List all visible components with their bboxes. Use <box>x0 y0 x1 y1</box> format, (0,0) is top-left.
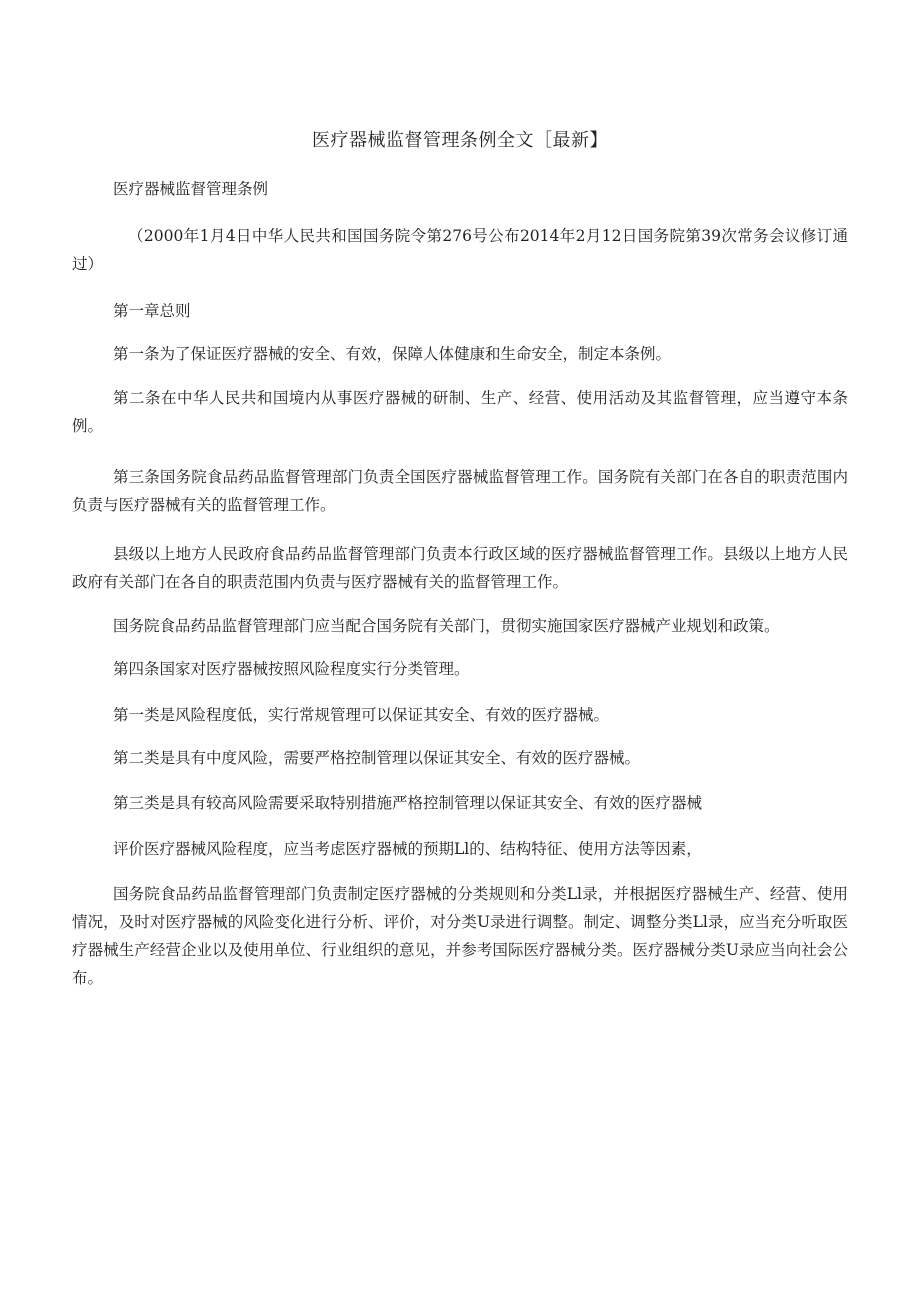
risk-evaluation-paragraph: 评价医疗器械风险程度，应当考虑医疗器械的预期Ll的、结构特征、使用方法等因素， <box>113 840 702 858</box>
article-3-local: 县级以上地方人民政府食品药品监督管理部门负责本行政区域的医疗器械监督管理工作。县级以上地方人民政府有关部门在各自的职责范围内负责与医疗器械有关的监督管理工作。 <box>72 545 848 591</box>
class-2-definition: 第二类是具有中度风险，需要严格控制管理以保证其安全、有效的医疗器械。 <box>113 749 641 767</box>
chapter-heading: 第一章总则 <box>113 302 191 320</box>
article-1: 第一条为了保证医疗器械的安全、有效，保障人体健康和生命安全，制定本条例。 <box>113 345 672 363</box>
article-4: 第四条国家对医疗器械按照风险程度实行分类管理。 <box>113 660 470 678</box>
article-2: 第二条在中华人民共和国境内从事医疗器械的研制、生产、经营、使用活动及其监督管理，应当遵守本条例。 <box>72 389 848 435</box>
classification-rules-paragraph: 国务院食品药品监督管理部门负责制定医疗器械的分类规则和分类Ll录，并根据医疗器械生产、经营、使用情况，及时对医疗器械的风险变化进行分析、评价，对分类U录进行调整。制定、调整分类Ll录，应当充分听取医疗器械生产经营企业以及使用单位、行业组织的意见，并参考国际医疗器械分类。医疗器械分类U录应当向社会公布。 <box>72 885 848 987</box>
document-subtitle: 医疗器械监督管理条例 <box>113 180 269 198</box>
article-3-coordination: 国务院食品药品监督管理部门应当配合国务院有关部门，贯彻实施国家医疗器械产业规划和政策。 <box>113 617 780 635</box>
document-title: 医疗器械监督管理条例全文［最新】 <box>312 130 608 151</box>
class-3-definition: 第三类是具有较高风险需要采取特别措施严格控制管理以保证其安全、有效的医疗器械 <box>113 794 703 812</box>
promulgation-note: （2000年1月4日中华人民共和国国务院令第276号公布2014年2月12日国务院第39次常务会议修订通过） <box>72 227 848 273</box>
article-3: 第三条国务院食品药品监督管理部门负责全国医疗器械监督管理工作。国务院有关部门在各自的职责范围内负责与医疗器械有关的监督管理工作。 <box>72 468 848 514</box>
class-1-definition: 第一类是风险程度低，实行常规管理可以保证其安全、有效的医疗器械。 <box>113 706 610 724</box>
